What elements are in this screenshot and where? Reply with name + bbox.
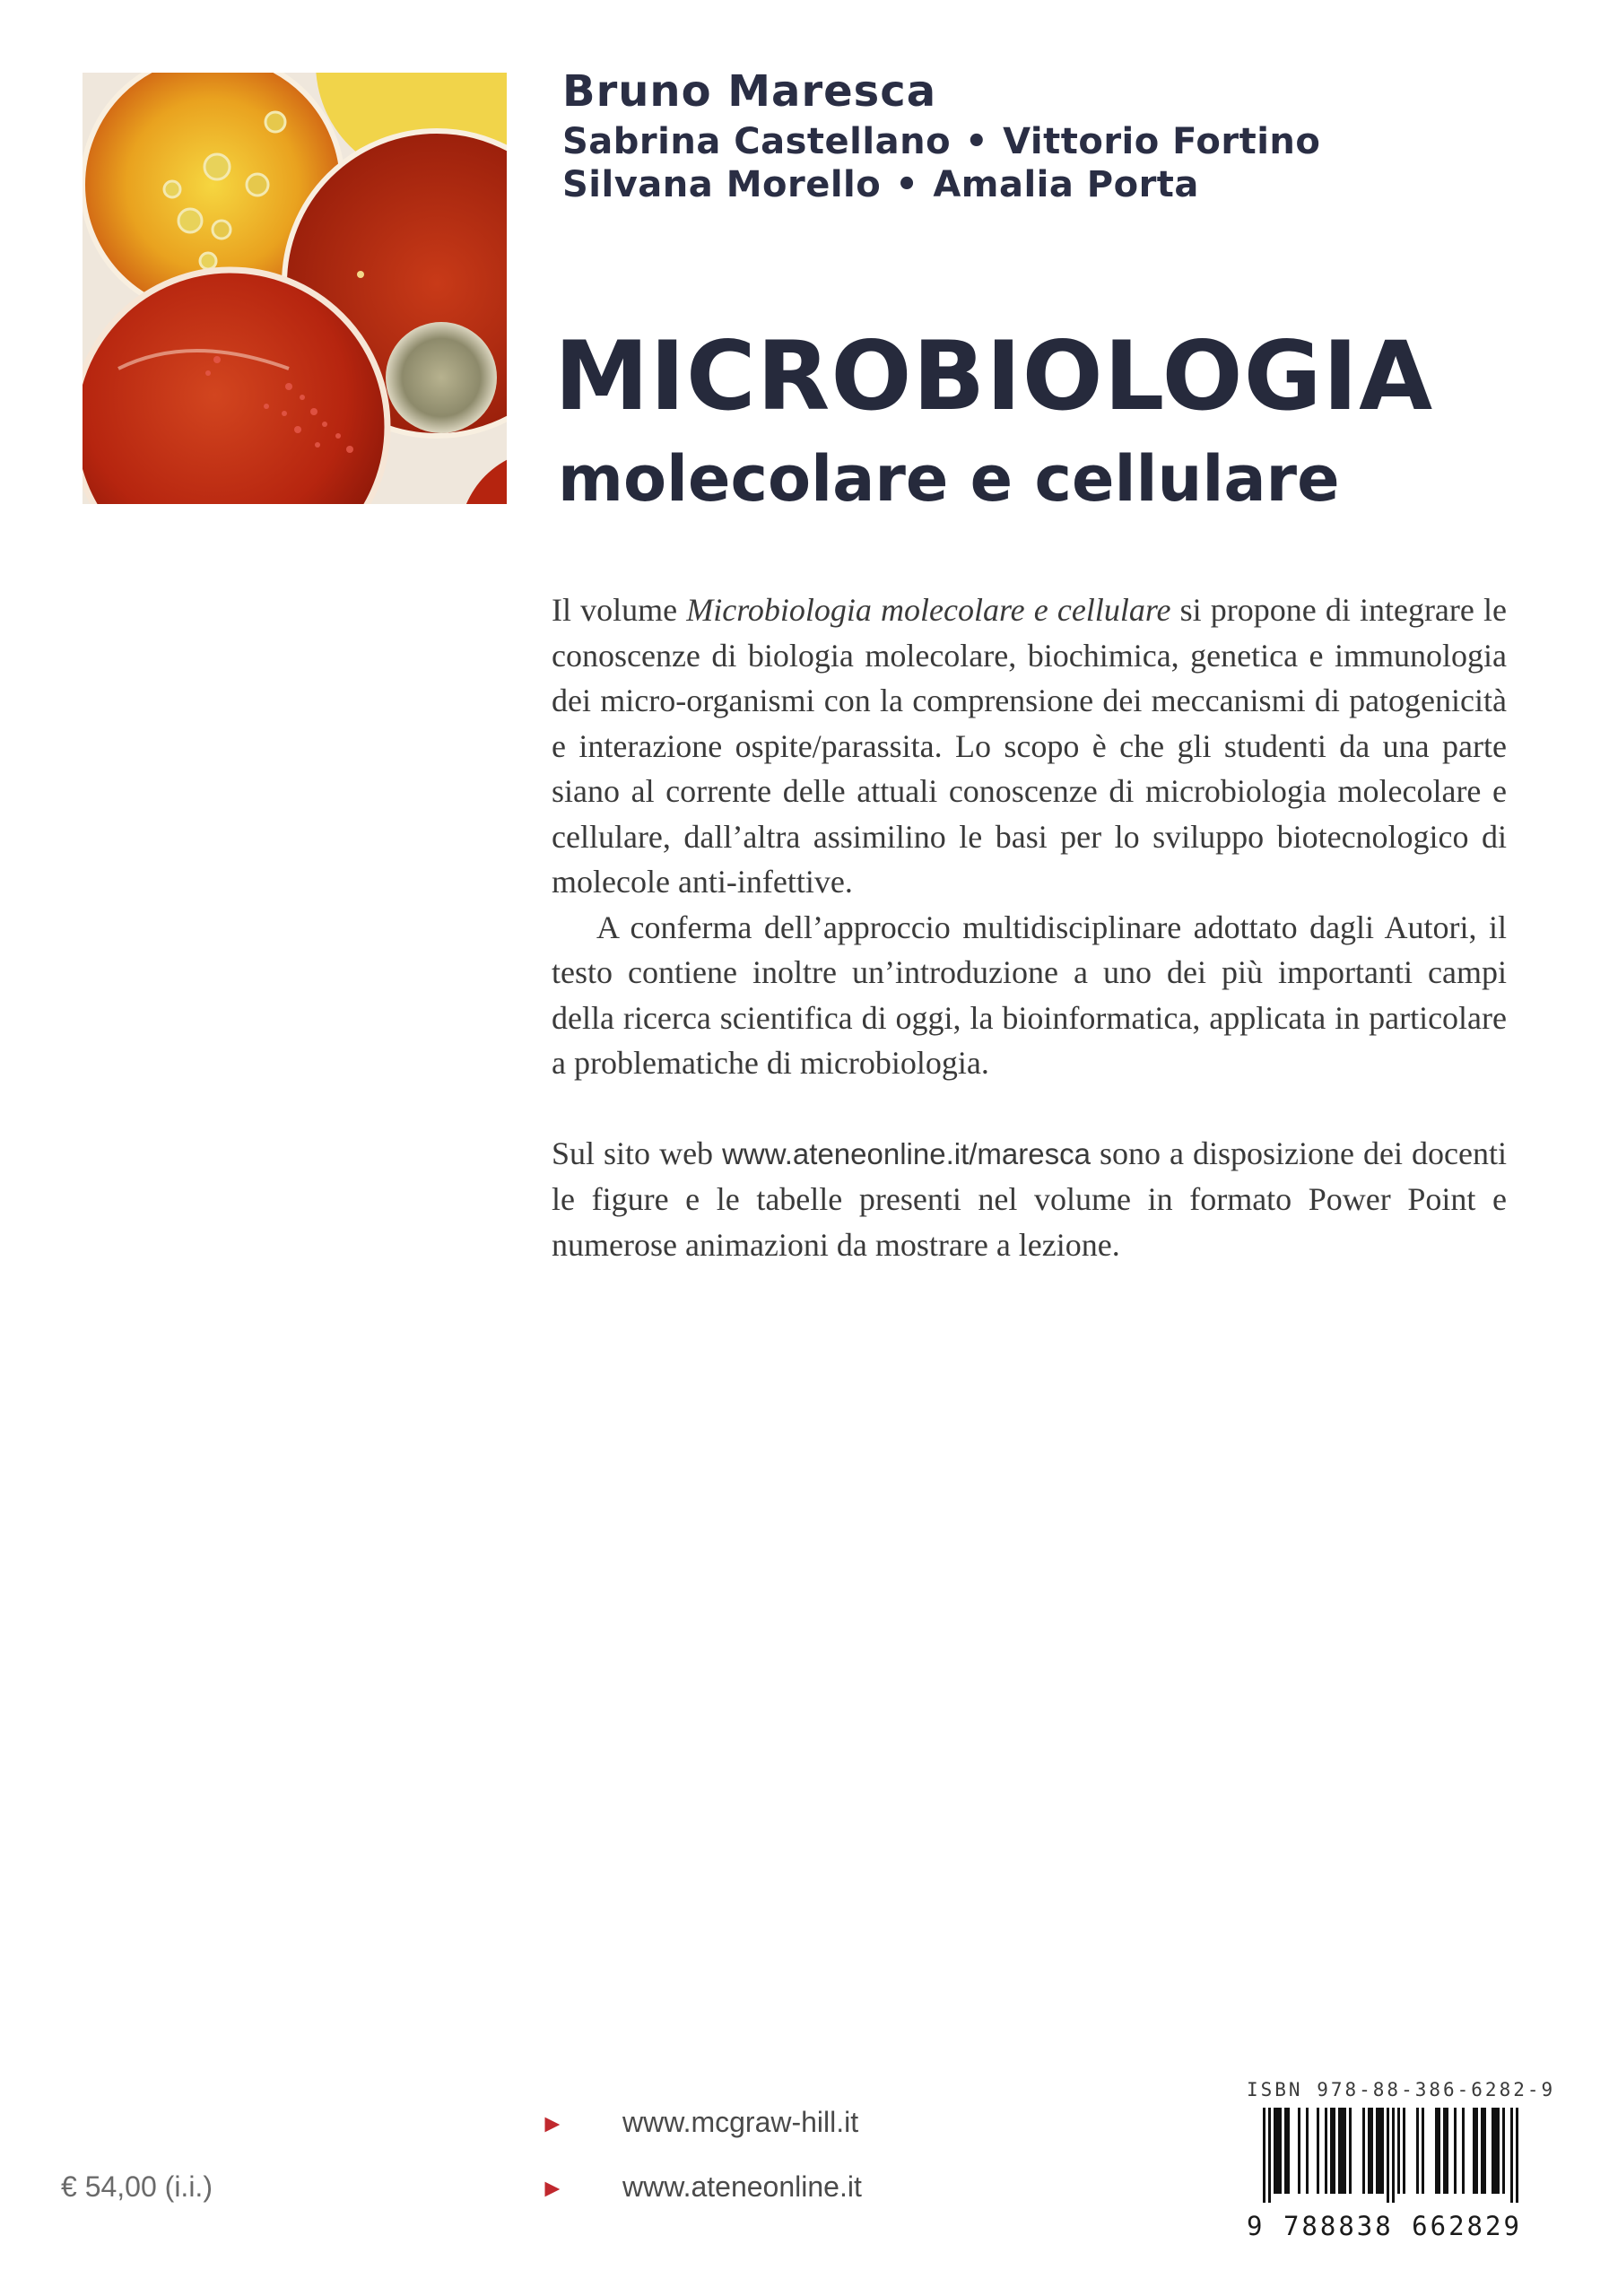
barcode-bar [1462, 2108, 1465, 2194]
author-name: Silvana Morello [562, 164, 882, 205]
maresca-website-link[interactable]: www.ateneonline.it/maresca [722, 1136, 1091, 1170]
barcode-bar [1397, 2108, 1400, 2194]
ean-left-group: 788838 [1283, 2211, 1394, 2241]
barcode-bar [1392, 2108, 1395, 2203]
barcode-bar [1403, 2108, 1405, 2194]
barcode-bar [1274, 2108, 1276, 2194]
weblink-ateneonline[interactable] [540, 2170, 862, 2204]
barcode-bar [1443, 2108, 1446, 2194]
authors-block [562, 63, 1320, 206]
barcode-bar [1483, 2108, 1486, 2194]
author-name: Sabrina Castellano [562, 121, 952, 162]
barcode-bar [1284, 2108, 1287, 2194]
red-arrow-icon: ► [540, 2174, 565, 2202]
barcode-bar [1438, 2108, 1440, 2194]
barcode-bar [1475, 2108, 1478, 2194]
barcode-bar [1344, 2108, 1346, 2194]
barcode-bar [1306, 2108, 1309, 2194]
barcode-bar [1454, 2108, 1457, 2194]
barcode-bar [1510, 2108, 1513, 2203]
isbn-block [1247, 2079, 1556, 2241]
price-label: € 54,00 (i.i.) [61, 2170, 213, 2203]
blurb-paragraph-2: A conferma dell’approccio multidisciplinare adottato dagli Autori, il testo contiene inoltre un’introduzione a uno dei più importanti campi della ricerca scientifica di oggi, la bioinformatica, applicata in particolare a problematiche di microbiologia. [552, 909, 1507, 1081]
isbn-label: ISBN 978-88-386-6282-9 [1247, 2079, 1556, 2100]
barcode-bar [1516, 2108, 1518, 2203]
weblink-text[interactable]: www.mcgraw-hill.it [622, 2106, 859, 2138]
authors-line-2 [562, 120, 1320, 163]
authors-line-3 [562, 163, 1320, 206]
barcode-bar [1279, 2108, 1282, 2194]
blurb-book-title-italic: Microbiologia molecolare e cellulare [686, 592, 1171, 628]
blurb-paragraph-1 [552, 587, 1507, 905]
ean-lead-digit: 9 [1247, 2211, 1265, 2241]
barcode-bar [1416, 2108, 1419, 2194]
ean-digits [1247, 2211, 1534, 2241]
barcode-bar [1481, 2108, 1483, 2194]
book-title: MICROBIOLOGIA [554, 321, 1434, 431]
barcode-bar [1387, 2108, 1389, 2203]
barcode-bar [1422, 2108, 1424, 2194]
barcode-bar [1341, 2108, 1344, 2194]
barcode-bar [1276, 2108, 1279, 2194]
barcode-bar [1325, 2108, 1327, 2194]
author-name: Vittorio Fortino [1003, 121, 1321, 162]
barcode-bar [1263, 2108, 1265, 2203]
barcode-bar [1333, 2108, 1335, 2194]
blurb-text: si propone di integrare le conoscenze di biologia molecolare, biochimica, genetica e immunologia dei micro-organismi con la comprensione dei meccanismi di patogenicità e interazione ospite/parassita. Lo scopo è che gli studenti da una parte siano al corrente delle attuali conoscenze di microbiologia molecolare e cellulare, dall’altra assimilino le basi per lo sviluppo biotecnologico di molecole anti-infettive. [552, 592, 1507, 900]
barcode-bar [1349, 2108, 1352, 2194]
barcode-bar [1287, 2108, 1290, 2194]
barcode-bar [1379, 2108, 1381, 2194]
barcode-bar [1381, 2108, 1384, 2194]
barcode-bar [1435, 2108, 1438, 2194]
barcode-bar [1492, 2108, 1494, 2194]
blurb-text: sono a disposizione dei docenti le figure e le tabelle presenti nel volume in formato Power Point e numerose animazioni da mostrare a lezione. [552, 1135, 1507, 1263]
blurb-text: Il volume [552, 592, 687, 628]
barcode-bar [1338, 2108, 1341, 2194]
barcode-icon [1247, 2108, 1534, 2205]
barcode-bar [1317, 2108, 1319, 2194]
cover-photo-petri-dishes [83, 73, 507, 504]
blurb-paragraph-3 [552, 1131, 1507, 1268]
barcode-bar [1494, 2108, 1497, 2194]
author-name: Amalia Porta [933, 164, 1199, 205]
barcode-bar [1497, 2108, 1500, 2194]
author-primary: Bruno Maresca [562, 66, 937, 117]
barcode-bar [1330, 2108, 1333, 2194]
barcode-bar [1370, 2108, 1373, 2194]
barcode-bar [1298, 2108, 1300, 2194]
barcode-bar [1502, 2108, 1505, 2194]
barcode-bar [1268, 2108, 1271, 2203]
barcode-bar [1376, 2108, 1379, 2194]
barcode-bar [1362, 2108, 1365, 2194]
barcode-bar [1368, 2108, 1370, 2194]
barcode-bar [1473, 2108, 1475, 2194]
blurb-text: Sul sito web [552, 1135, 723, 1171]
ean-right-group: 662829 [1412, 2211, 1522, 2241]
book-subtitle: molecolare e cellulare [558, 442, 1340, 516]
weblink-mcgraw-hill[interactable] [540, 2106, 858, 2139]
bullet-separator: • [895, 164, 919, 205]
weblink-text[interactable]: www.ateneonline.it [622, 2170, 862, 2203]
red-arrow-icon: ► [540, 2109, 565, 2137]
blurb [552, 587, 1507, 1267]
bullet-separator: • [965, 121, 989, 162]
barcode-bar [1446, 2108, 1448, 2194]
